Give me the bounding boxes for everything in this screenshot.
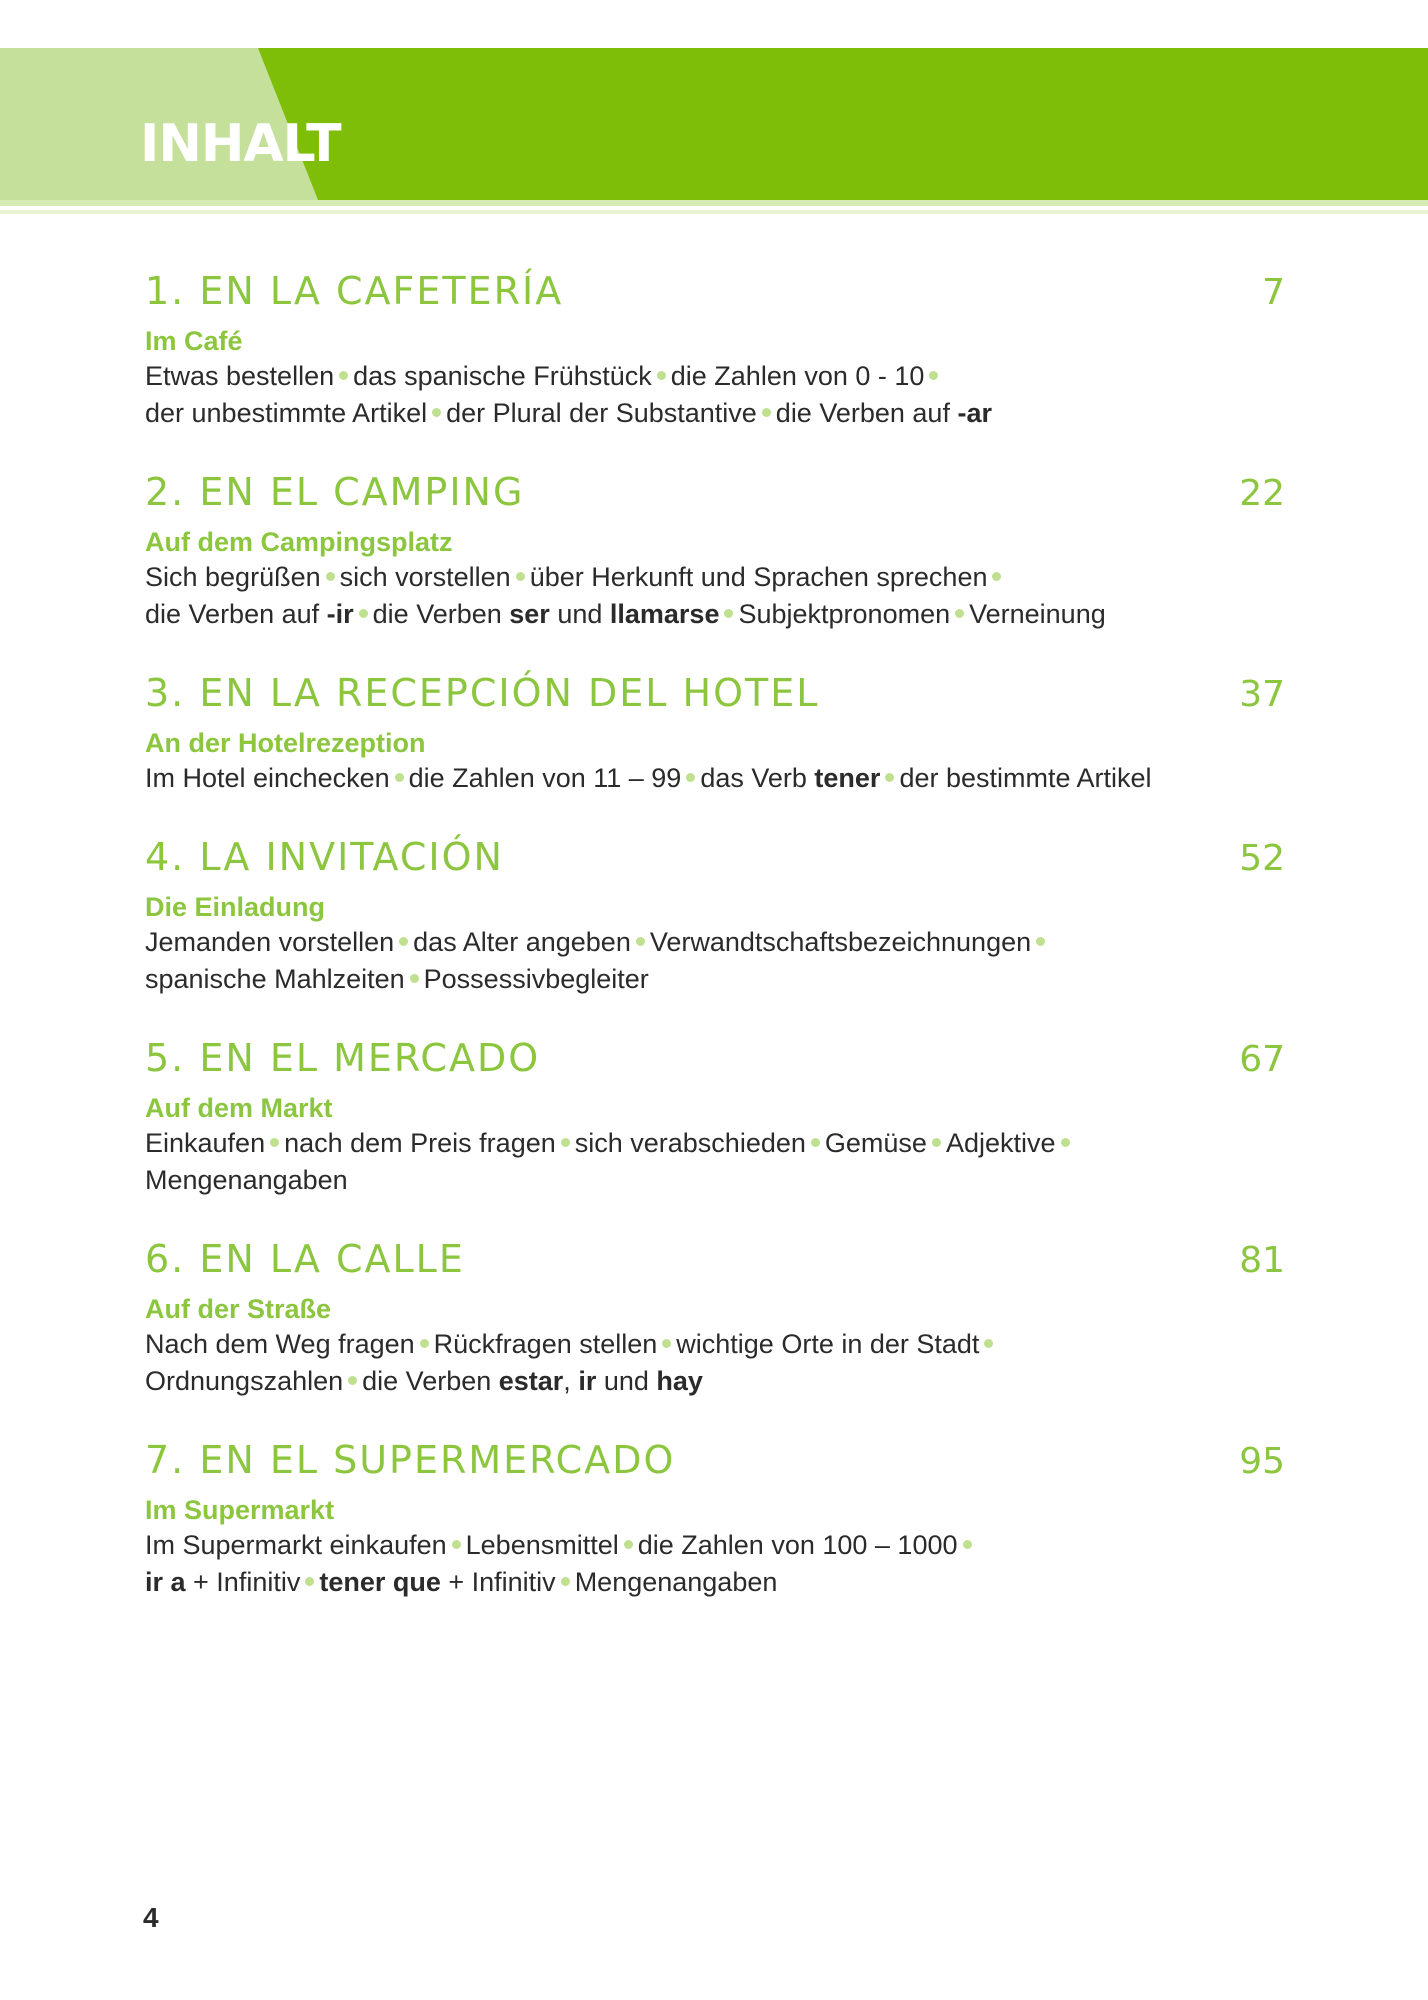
topic: Im Supermarkt einkaufen — [145, 1530, 447, 1560]
topic: Im Hotel einchecken — [145, 763, 390, 793]
topic: der Plural der Substantive — [446, 398, 757, 428]
topic: Verneinung — [969, 599, 1106, 629]
topic: die Zahlen von 11 – 99 — [408, 763, 682, 793]
chapter-topics — [145, 1326, 1285, 1400]
topic: das spanische Frühstück — [353, 361, 652, 391]
topic: Nach dem Weg fragen — [145, 1329, 415, 1359]
chapter-subtitle: Auf dem Campingsplatz — [145, 527, 453, 557]
topic-line — [145, 1527, 1285, 1564]
topic: die Verben — [362, 1366, 499, 1396]
topic: Mengenangaben — [145, 1165, 348, 1195]
chapter-7[interactable] — [145, 1438, 1285, 1642]
chapter-2[interactable] — [145, 470, 1285, 674]
header-rule-secondary — [0, 210, 1428, 214]
bullet-separator — [929, 371, 938, 380]
topic: + Infinitiv — [185, 1567, 301, 1597]
topic: Rückfragen stellen — [433, 1329, 658, 1359]
topic: Subjektpronomen — [738, 599, 951, 629]
topic-emphasis: ser — [509, 599, 550, 629]
chapter-5[interactable] — [145, 1036, 1285, 1240]
bullet-separator — [359, 609, 368, 618]
topic-line — [145, 596, 1285, 633]
topic: + Infinitiv — [440, 1567, 556, 1597]
bullet-separator — [348, 1376, 357, 1385]
chapter-page-number[interactable]: 7 — [1262, 272, 1285, 313]
header-band — [0, 48, 1428, 200]
bullet-separator — [305, 1577, 314, 1586]
topic-emphasis: ir — [578, 1366, 597, 1396]
bullet-separator — [326, 572, 335, 581]
chapter-page-number[interactable]: 95 — [1239, 1441, 1285, 1482]
topic-line — [145, 395, 1285, 432]
topic-line — [145, 924, 1285, 961]
chapter-subtitle: Auf dem Markt — [145, 1093, 333, 1123]
topic: Ordnungszahlen — [145, 1366, 344, 1396]
topic: das Alter angeben — [413, 927, 631, 957]
topic: Gemüse — [824, 1128, 927, 1158]
bullet-separator — [561, 1577, 570, 1586]
chapter-page-number[interactable]: 52 — [1239, 838, 1285, 879]
bullet-separator — [762, 408, 771, 417]
topic: Adjektive — [945, 1128, 1056, 1158]
bullet-separator — [657, 371, 666, 380]
chapter-subtitle: Im Supermarkt — [145, 1495, 335, 1525]
chapter-page-number[interactable]: 22 — [1239, 473, 1285, 514]
topic-line — [145, 559, 1285, 596]
bullet-separator — [624, 1540, 633, 1549]
chapter-topics — [145, 1527, 1285, 1601]
topic: die Zahlen von 0 - 10 — [670, 361, 925, 391]
topic: Verwandtschaftsbezeichnungen — [649, 927, 1032, 957]
topic-emphasis: tener que — [319, 1567, 441, 1597]
bullet-separator — [1061, 1138, 1070, 1147]
chapter-topics — [145, 924, 1285, 998]
bullet-separator — [270, 1138, 279, 1147]
chapter-4[interactable] — [145, 835, 1285, 1039]
topic-line — [145, 1125, 1285, 1162]
chapter-title[interactable]: 6. EN LA CALLE — [145, 1237, 465, 1281]
chapter-subtitle: An der Hotelrezeption — [145, 728, 426, 758]
bullet-separator — [662, 1339, 671, 1348]
topic-line — [145, 1162, 1285, 1199]
bullet-separator — [932, 1138, 941, 1147]
topic-emphasis: hay — [656, 1366, 703, 1396]
topic-emphasis: estar — [498, 1366, 564, 1396]
bullet-separator — [399, 937, 408, 946]
header-rule — [0, 200, 1428, 206]
bullet-separator — [992, 572, 1001, 581]
bullet-separator — [636, 937, 645, 946]
bullet-separator — [686, 773, 695, 782]
bullet-separator — [432, 408, 441, 417]
chapter-3[interactable] — [145, 671, 1285, 838]
chapter-title[interactable]: 4. LA INVITACIÓN — [145, 835, 504, 879]
topic: nach dem Preis fragen — [284, 1128, 556, 1158]
topic: die Verben auf — [145, 599, 327, 629]
chapter-title[interactable]: 7. EN EL SUPERMERCADO — [145, 1438, 676, 1482]
topic: Lebensmittel — [465, 1530, 619, 1560]
bullet-separator — [1036, 937, 1045, 946]
topic: das Verb — [700, 763, 815, 793]
topic: die Verben auf — [775, 398, 958, 428]
topic: Etwas bestellen — [145, 361, 335, 391]
topic-line — [145, 1564, 1285, 1601]
chapter-page-number[interactable]: 67 — [1239, 1039, 1285, 1080]
bullet-separator — [963, 1540, 972, 1549]
chapter-subtitle: Im Café — [145, 326, 243, 356]
topic: Einkaufen — [145, 1128, 266, 1158]
topic: der bestimmte Artikel — [899, 763, 1152, 793]
page-number: 4 — [143, 1902, 159, 1933]
chapter-title[interactable]: 5. EN EL MERCADO — [145, 1036, 541, 1080]
topic-emphasis: -ar — [957, 398, 992, 428]
page-title: INHALT — [140, 114, 341, 174]
topic: sich vorstellen — [339, 562, 511, 592]
bullet-separator — [410, 974, 419, 983]
bullet-separator — [395, 773, 404, 782]
chapter-title[interactable]: 1. EN LA CAFETERÍA — [145, 269, 564, 313]
bullet-separator — [811, 1138, 820, 1147]
chapter-page-number[interactable]: 37 — [1239, 674, 1285, 715]
topic: , — [563, 1366, 579, 1396]
topic: Mengenangaben — [574, 1567, 778, 1597]
topic: spanische Mahlzeiten — [145, 964, 405, 994]
topic: und — [549, 599, 610, 629]
chapter-topics — [145, 1125, 1285, 1199]
topic: Jemanden vorstellen — [145, 927, 395, 957]
topic: Sich begrüßen — [145, 562, 321, 592]
topic-line — [145, 1363, 1285, 1400]
bullet-separator — [561, 1138, 570, 1147]
topic: wichtige Orte in der Stadt — [676, 1329, 980, 1359]
topic: die Verben — [372, 599, 510, 629]
topic-line — [145, 1326, 1285, 1363]
chapter-page-number[interactable]: 81 — [1239, 1240, 1285, 1281]
chapter-6[interactable] — [145, 1237, 1285, 1441]
topic-emphasis: -ir — [326, 599, 354, 629]
chapter-title[interactable]: 2. EN EL CAMPING — [145, 470, 525, 514]
chapter-topics — [145, 559, 1285, 633]
topic-emphasis: ir a — [145, 1567, 186, 1597]
topic-line — [145, 358, 1285, 395]
chapter-1[interactable] — [145, 269, 1285, 473]
chapter-title[interactable]: 3. EN LA RECEPCIÓN DEL HOTEL — [145, 671, 820, 715]
table-of-contents — [145, 269, 1285, 1642]
topic: und — [596, 1366, 657, 1396]
bullet-separator — [339, 371, 348, 380]
bullet-separator — [516, 572, 525, 581]
topic-emphasis: tener — [814, 763, 881, 793]
bullet-separator — [452, 1540, 461, 1549]
chapter-subtitle: Auf der Straße — [145, 1294, 332, 1324]
topic-emphasis: llamarse — [609, 599, 720, 629]
topic: der unbestimmte Artikel — [145, 398, 428, 428]
bullet-separator — [955, 609, 964, 618]
chapter-subtitle: Die Einladung — [145, 892, 326, 922]
bullet-separator — [984, 1339, 993, 1348]
topic: über Herkunft und Sprachen sprechen — [529, 562, 988, 592]
topic: sich verabschieden — [574, 1128, 806, 1158]
bullet-separator — [885, 773, 894, 782]
chapter-topics — [145, 760, 1285, 797]
topic-line — [145, 961, 1285, 998]
topic-line — [145, 760, 1285, 797]
bullet-separator — [420, 1339, 429, 1348]
chapter-topics — [145, 358, 1285, 432]
topic: Possessivbegleiter — [423, 964, 649, 994]
bullet-separator — [724, 609, 733, 618]
topic: die Zahlen von 100 – 1000 — [637, 1530, 958, 1560]
